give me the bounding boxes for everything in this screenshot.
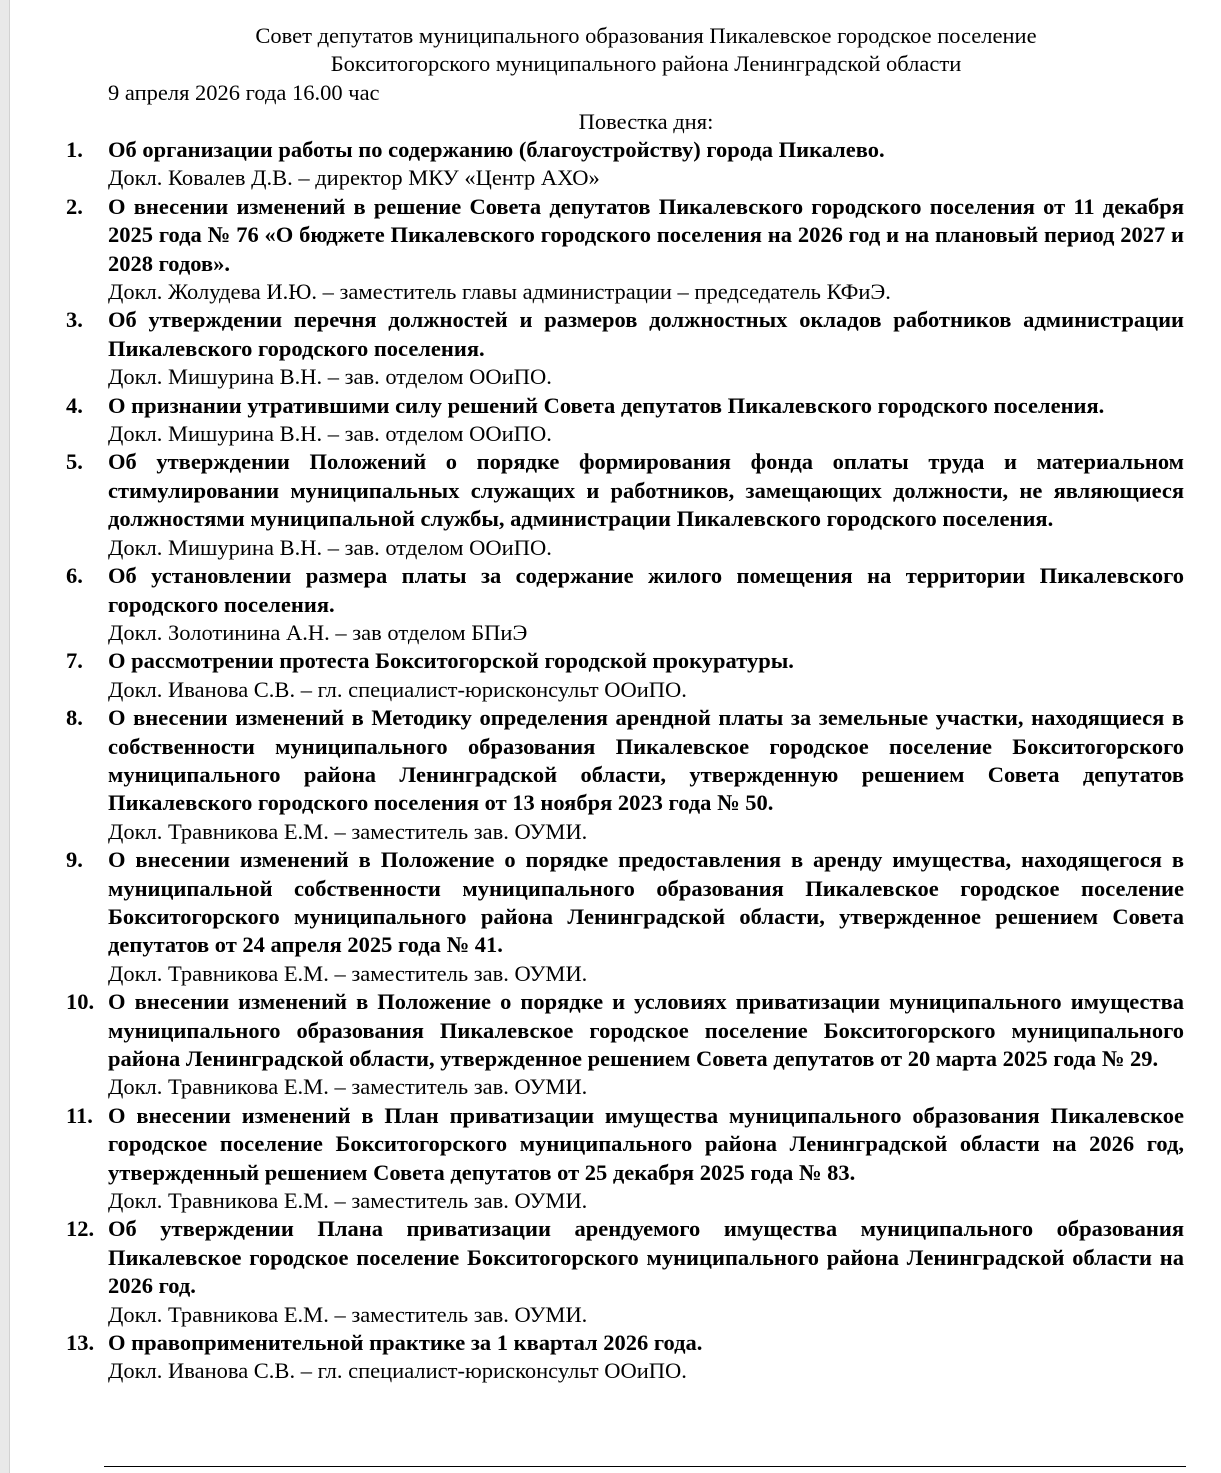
agenda-item-number: 7. [66, 648, 83, 674]
agenda-item-title: О внесении изменений в Положение о порядке предоставления в аренду имущества, находящегося в муниципальной собственности муниципального образования Пикалевское городское поселение Бокситогорского муниципального района Ленинградской области, утвержденное решением Совета депутатов от 24 апреля 2025 года № 41. [108, 847, 1184, 958]
agenda-item-speaker: Докл. Золотинина А.Н. – зав отделом БПиЭ [108, 619, 528, 645]
agenda-item-speaker: Докл. Ковалев Д.В. – директор МКУ «Центр АХО» [108, 165, 600, 191]
agenda-item-number: 2. [66, 193, 83, 219]
agenda-item-9 [66, 846, 1184, 988]
agenda-item-number: 4. [66, 392, 83, 418]
agenda-item-speaker: Докл. Мишурина В.Н. – зав. отделом ООиПО. [108, 534, 552, 560]
bottom-rule-divider [104, 1466, 1186, 1467]
agenda-item-speaker: Докл. Иванова С.В. – гл. специалист-юрисконсульт ООиПО. [108, 676, 687, 702]
agenda-item-speaker: Докл. Иванова С.В. – гл. специалист-юрисконсульт ООиПО. [108, 1358, 687, 1384]
agenda-item-number: 10. [66, 989, 95, 1015]
agenda-item-speaker: Докл. Травникова Е.М. – заместитель зав. ОУМИ. [108, 1301, 588, 1327]
agenda-item-number: 8. [66, 705, 83, 731]
agenda-item-number: 12. [66, 1216, 95, 1242]
agenda-item-12 [66, 1215, 1184, 1329]
agenda-item-13 [66, 1329, 1184, 1386]
agenda-item-number: 6. [66, 563, 83, 589]
agenda-item-speaker: Докл. Мишурина В.Н. – зав. отделом ООиПО. [108, 364, 552, 390]
agenda-item-speaker: Докл. Травникова Е.М. – заместитель зав. ОУМИ. [108, 1188, 588, 1214]
agenda-item-title: О внесении изменений в План приватизации имущества муниципального образования Пикалевское городское поселение Бокситогорского муниципального района Ленинградской области на 2026 год, утвержденный решением Совета депутатов от 25 декабря 2025 года № 83. [108, 1102, 1184, 1185]
agenda-item-number: 5. [66, 449, 83, 475]
agenda-item-1 [66, 136, 1184, 193]
meeting-date-time: 9 апреля 2026 года 16.00 час [108, 80, 380, 105]
agenda-item-title: Об организации работы по содержанию (благоустройству) города Пикалево. [108, 137, 885, 162]
agenda-item-5 [66, 448, 1184, 562]
agenda-item-speaker: Докл. Жолудева И.Ю. – заместитель главы администрации – председатель КФиЭ. [108, 279, 891, 305]
council-name-line-2: Бокситогорского муниципального района Ленинградской области [330, 51, 962, 76]
agenda-item-number: 11. [66, 1102, 93, 1128]
agenda-item-title: О признании утратившими силу решений Совета депутатов Пикалевского городского поселения. [108, 392, 1105, 418]
agenda-item-speaker: Докл. Мишурина В.Н. – зав. отделом ООиПО. [108, 421, 552, 447]
agenda-item-3 [66, 306, 1184, 391]
agenda-item-speaker: Докл. Травникова Е.М. – заместитель зав. ОУМИ. [108, 1074, 588, 1100]
agenda-item-speaker: Докл. Травникова Е.М. – заместитель зав. ОУМИ. [108, 960, 588, 986]
agenda-item-8 [66, 704, 1184, 846]
agenda-item-title: О внесении изменений в Методику определения арендной платы за земельные участки, находящиеся в собственности муниципального образования Пикалевское городское поселение Бокситогорского муниципального района Ленинградской области, утвержденную решением Совета депутатов Пикалевского городского поселения от 13 ноября 2023 года № 50. [108, 705, 1184, 816]
agenda-item-11 [66, 1102, 1184, 1216]
agenda-list [66, 136, 1184, 1386]
agenda-item-number: 1. [66, 137, 83, 162]
agenda-item-title: О внесении изменений в решение Совета депутатов Пикалевского городского поселения от 11 декабря 2025 года № 76 «О бюджете Пикалевского городского поселения на 2026 год и на плановый период 2027 и 2028 годов». [108, 193, 1184, 276]
agenda-item-title: О рассмотрении протеста Бокситогорской городской прокуратуры. [108, 648, 794, 674]
agenda-item-title: О внесении изменений в Положение о порядке и условиях приватизации муниципального имущества муниципального образования Пикалевское городское поселение Бокситогорского муниципального района Ленинградской области, утвержденное решением Совета депутатов от 20 марта 2025 года № 29. [108, 989, 1184, 1071]
agenda-heading: Повестка дня: [578, 109, 714, 134]
agenda-item-number: 13. [66, 1330, 95, 1356]
agenda-item-number: 3. [66, 307, 83, 333]
agenda-item-10 [66, 988, 1184, 1102]
agenda-item-number: 9. [66, 847, 83, 873]
agenda-item-title: Об установлении размера платы за содержание жилого помещения на территории Пикалевского городского поселения. [108, 563, 1184, 617]
agenda-item-7 [66, 647, 1184, 704]
agenda-item-title: О правоприменительной практике за 1 квартал 2026 года. [108, 1330, 703, 1356]
council-name-line-1: Совет депутатов муниципального образования Пикалевское городское поселение [255, 23, 1037, 48]
agenda-item-6 [66, 562, 1184, 647]
agenda-item-4 [66, 392, 1184, 449]
agenda-item-title: Об утверждении Плана приватизации арендуемого имущества муниципального образования Пикалевское городское поселение Бокситогорского муниципального района Ленинградской области на 2026 год. [108, 1216, 1184, 1299]
agenda-item-2 [66, 193, 1184, 307]
agenda-item-speaker: Докл. Травникова Е.М. – заместитель зав. ОУМИ. [108, 818, 588, 844]
agenda-item-title: Об утверждении Положений о порядке формирования фонда оплаты труда и материальном стимулировании муниципальных служащих и работников, замещающих должности, не являющиеся должностями муниципальной службы, администрации Пикалевского городского поселения. [108, 449, 1184, 532]
agenda-item-title: Об утверждении перечня должностей и размеров должностных окладов работников администрации Пикалевского городского поселения. [108, 307, 1184, 361]
